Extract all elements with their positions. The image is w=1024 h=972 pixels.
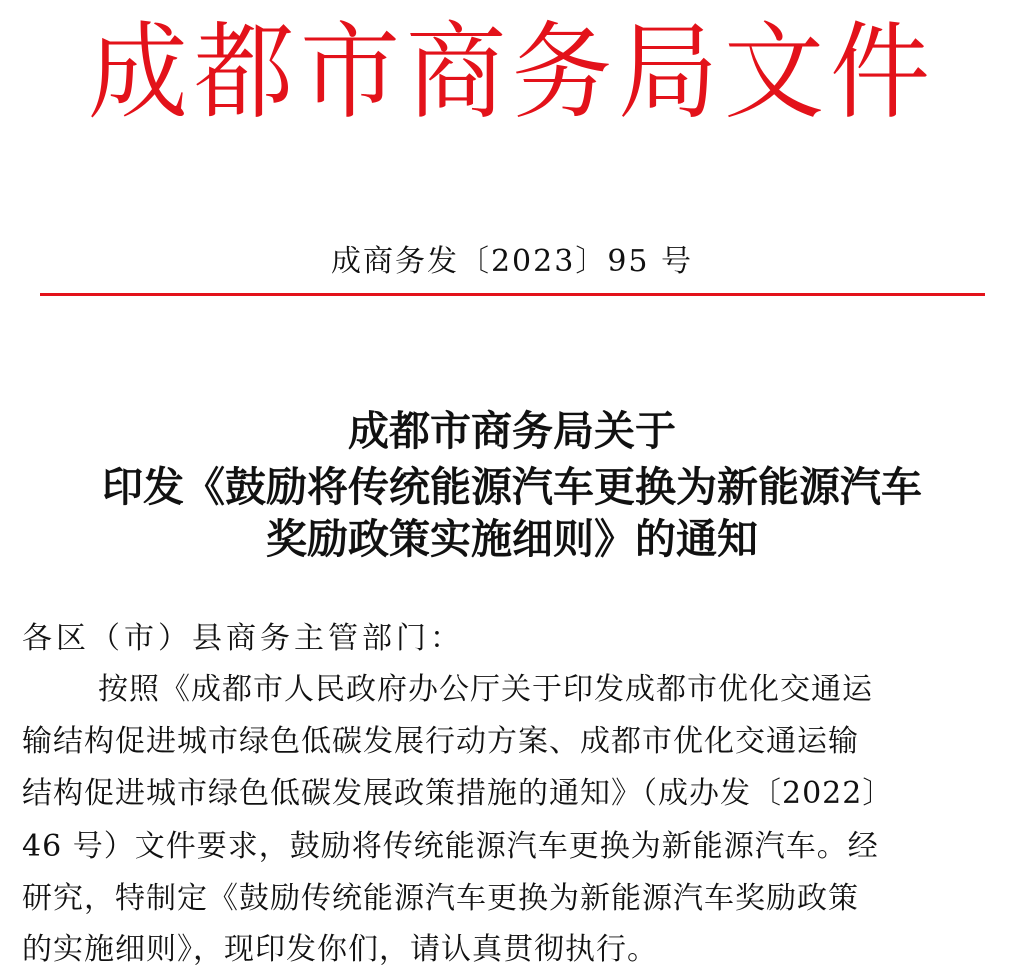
addressee: 各区（市）县商务主管部门： — [22, 621, 464, 656]
body-text-line: 的实施细则》，现印发你们，请认真贯彻执行。 — [22, 932, 658, 967]
body-text-line: 按照《成都市人民政府办公厅关于印发成都市优化交通运 — [98, 672, 873, 707]
red-divider-line — [40, 293, 985, 296]
body-text-line: 输结构促进城市绿色低碳发展行动方案、成都市优化交通运输 — [22, 724, 859, 759]
notice-title-line-1: 成都市商务局关于 — [348, 407, 676, 455]
document-masthead: 成都市商务局文件 — [88, 11, 936, 134]
body-text-line: 结构促进城市绿色低碳发展政策措施的通知》（成办发〔2022〕 — [22, 776, 894, 811]
body-text-line: 46 号）文件要求，鼓励将传统能源汽车更换为新能源汽车。经 — [22, 829, 879, 864]
body-text-line: 研究，特制定《鼓励传统能源汽车更换为新能源汽车奖励政策 — [22, 881, 859, 916]
document-number: 成商务发〔2023〕95 号 — [330, 244, 694, 279]
notice-title-line-3: 奖励政策实施细则》的通知 — [266, 515, 758, 563]
notice-title-line-2: 印发《鼓励将传统能源汽车更换为新能源汽车 — [102, 463, 922, 511]
